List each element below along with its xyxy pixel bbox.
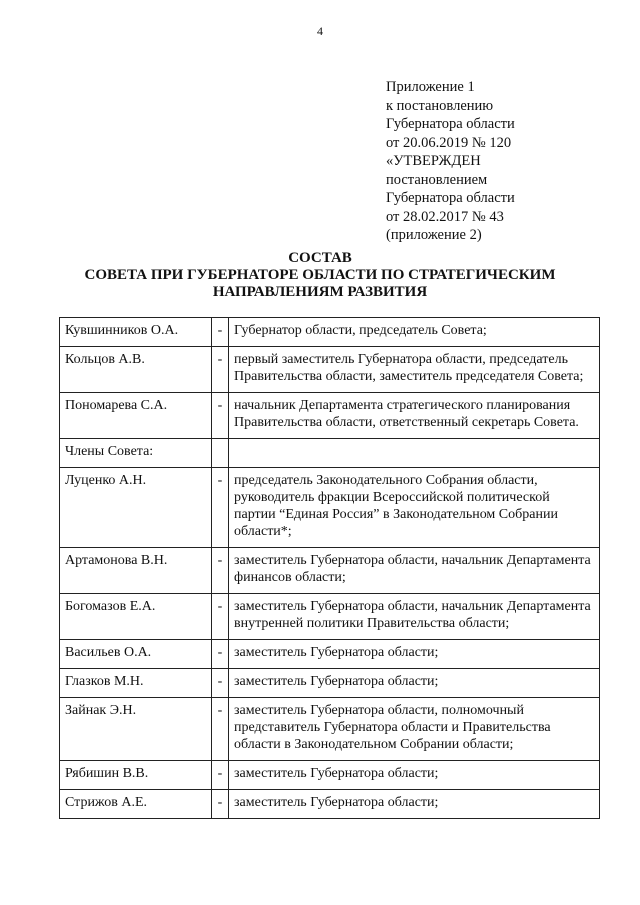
appendix-line: к постановлению [386,97,494,114]
table-row [60,669,600,698]
member-name: Глазков М.Н. [60,669,212,698]
dash-separator: - [212,669,229,698]
table-row [60,548,600,594]
dash-separator: - [212,594,229,640]
appendix-block [386,78,515,245]
table-row [60,318,600,347]
page-number: 4 [317,24,323,38]
member-role: председатель Законодательного Собрания области, руководитель фракции Всероссийской политической партии “Единая Россия” в Законодательном Собрании области*; [229,468,600,548]
document-heading [40,250,600,301]
member-role: заместитель Губернатора области, полномочный представитель Губернатора области и Правительства области в Законодательном Собрании области; [229,698,600,761]
appendix-line: от 20.06.2019 № 120 [386,134,512,151]
appendix-line: Приложение 1 [386,79,475,95]
member-name: Зайнак Э.Н. [60,698,212,761]
member-name: Кувшинников О.А. [60,318,212,347]
members-table-body [60,318,600,819]
appendix-line: Губернатора области [386,116,515,132]
dash-separator: - [212,761,229,790]
table-row [60,761,600,790]
appendix-line: постановлением [386,171,488,188]
dash-separator: - [212,468,229,548]
member-name: Пономарева С.А. [60,393,212,439]
table-row [60,439,600,468]
table-row [60,594,600,640]
dash-separator: - [212,640,229,669]
member-name: Богомазов Е.А. [60,594,212,640]
dash-separator: - [212,347,229,393]
table-row [60,640,600,669]
member-name: Рябишин В.В. [60,761,212,790]
member-role: Губернатор области, председатель Совета; [229,318,600,347]
member-role: заместитель Губернатора области, начальник Департамента внутренней политики Правительства области; [229,594,600,640]
table-row [60,347,600,393]
member-role [229,439,600,468]
dash-separator: - [212,790,229,819]
member-role: первый заместитель Губернатора области, председатель Правительства области, заместитель председателя Совета; [229,347,600,393]
appendix-line: Губернатора области [386,190,515,206]
member-role: заместитель Губернатора области, начальник Департамента финансов области; [229,548,600,594]
table-row [60,698,600,761]
member-name: Кольцов А.В. [60,347,212,393]
members-table [59,317,600,819]
dash-separator: - [212,318,229,347]
member-name: Луценко А.Н. [60,468,212,548]
member-role: заместитель Губернатора области; [229,669,600,698]
member-role: заместитель Губернатора области; [229,640,600,669]
member-name: Стрижов А.Е. [60,790,212,819]
dash-separator [212,439,229,468]
appendix-line: «УТВЕРЖДЕН [386,153,481,169]
member-role: заместитель Губернатора области; [229,761,600,790]
table-row [60,393,600,439]
member-name: Васильев О.А. [60,640,212,669]
table-row [60,468,600,548]
dash-separator: - [212,393,229,439]
member-role: заместитель Губернатора области; [229,790,600,819]
member-name: Члены Совета: [60,439,212,468]
heading-title: СОСТАВ [288,250,352,266]
dash-separator: - [212,698,229,761]
member-name: Артамонова В.Н. [60,548,212,594]
dash-separator: - [212,548,229,594]
member-role: начальник Департамента стратегического планирования Правительства области, ответственный секретарь Совета. [229,393,600,439]
heading-subtitle-line: СОВЕТА ПРИ ГУБЕРНАТОРЕ ОБЛАСТИ ПО СТРАТЕГИЧЕСКИМ [84,267,556,283]
heading-subtitle-line: НАПРАВЛЕНИЯМ РАЗВИТИЯ [212,284,428,300]
appendix-line: (приложение 2) [386,227,482,243]
table-row [60,790,600,819]
appendix-line: от 28.02.2017 № 43 [386,208,504,225]
